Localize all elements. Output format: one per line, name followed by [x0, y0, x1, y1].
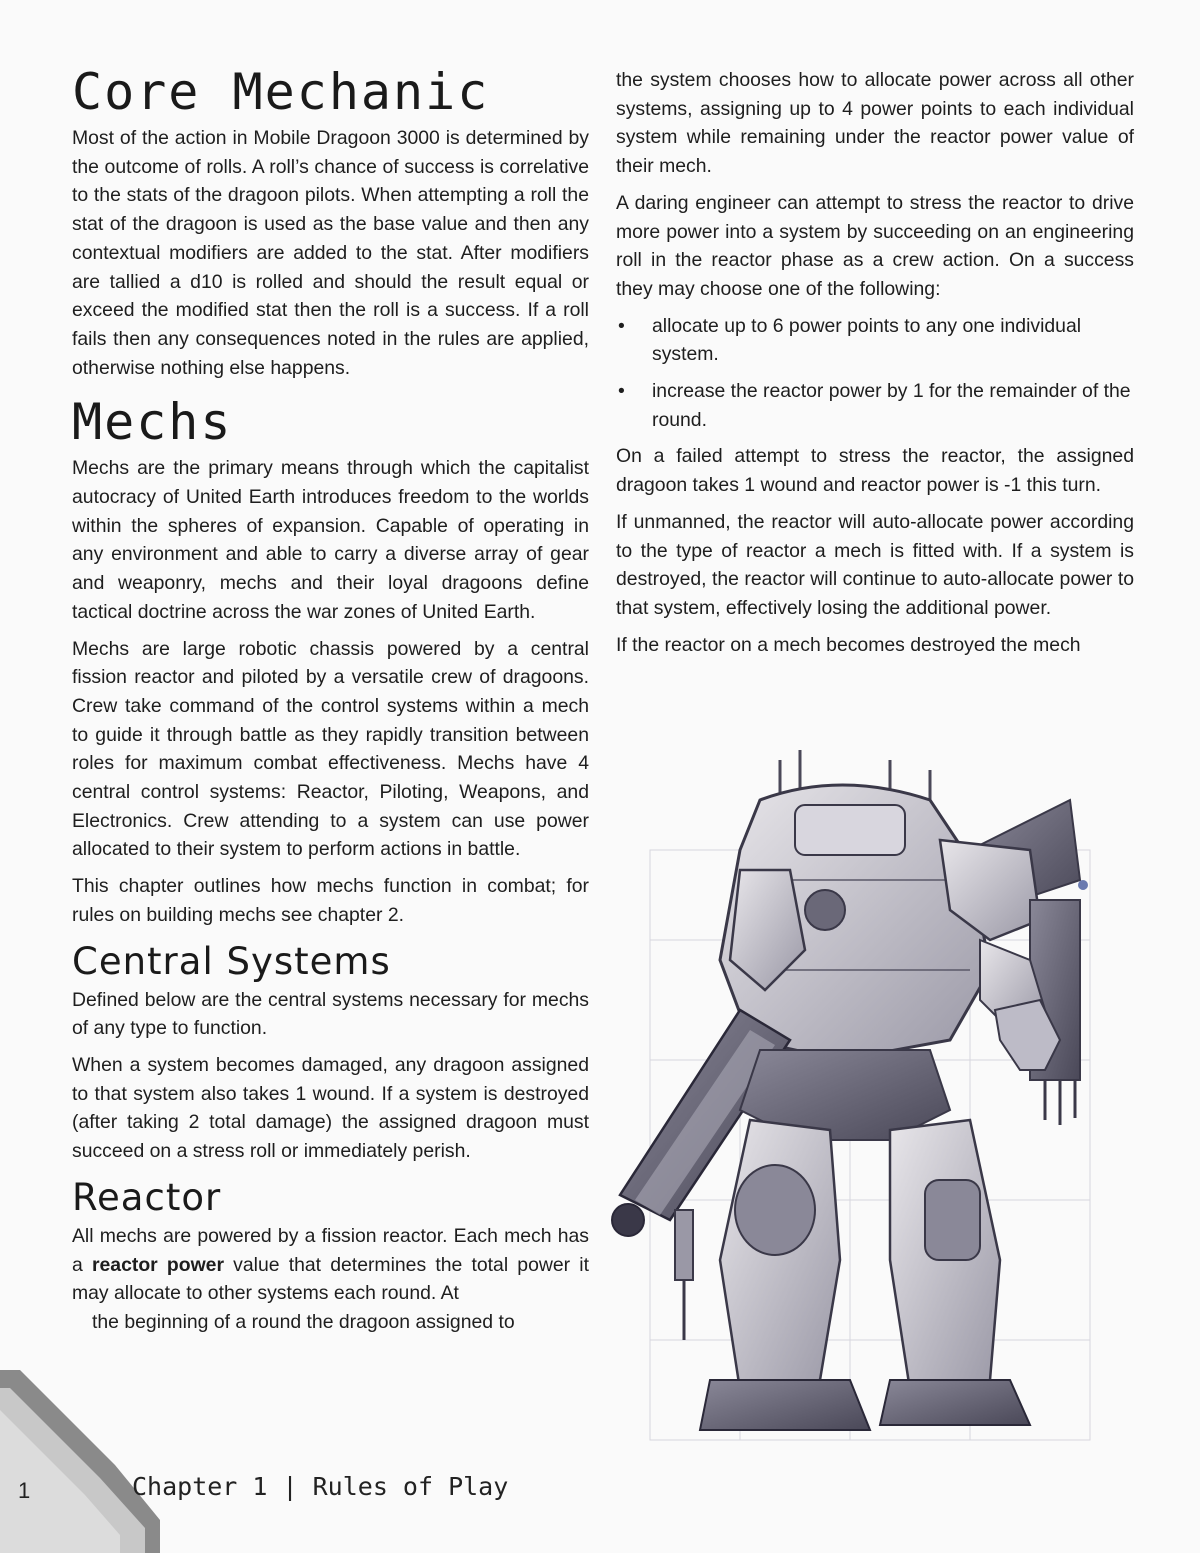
shock-absorber: [675, 1210, 693, 1340]
left-foot: [700, 1380, 870, 1430]
chest-port: [805, 890, 845, 930]
central-systems-paragraph-1: Defined below are the central systems necessary for mechs of any type to function.: [72, 988, 589, 1040]
stress-options-list: [616, 312, 1134, 435]
reactor-paragraph: [72, 1222, 589, 1308]
reactor-text-a: All mechs are powered by a fission reactor. Each mech has a: [72, 1224, 589, 1276]
mechs-paragraph-2: Mechs are large robotic chassis powered by a central fission reactor and piloted by a versatile crew of dragoons. Crew take command of the control systems within a mech to guide it through battle as they rapidly transition between roles for maximum combat effectiveness. Mechs have 4 central control systems: Reactor, Piloting, Weapons, and Electronics. Crew attending to a system can use power allocated to their system to perform actions in battle.: [72, 637, 589, 861]
heading-core-mechanic: Core Mechanic: [72, 63, 490, 121]
central-systems-paragraph-2: When a system becomes damaged, any dragoon assigned to that system also takes 1 wound. If a system is destroyed (after taking 2 total damage) the assigned dragoon must succeed on a stress roll or immediately perish.: [72, 1053, 589, 1163]
reactor-text-b: value that determines the total power it may allocate to other systems each round. At: [72, 1253, 589, 1305]
core-mechanic-paragraph: Most of the action in Mobile Dragoon 3000 is determined by the outcome of rolls. A roll’s chance of success is correlative to the stats of the dragoon pilots. When attempting a roll the stat of the dragoon is used as the base value and then any contextual modifiers are added to the stat. After modifiers are tallied a d10 is rolled and should the result equal or exceed the modified stat then the roll is a success. If a roll fails then any consequences noted in the rules are applied, otherwise nothing else happens.: [72, 127, 589, 379]
mech-illustration: [590, 740, 1100, 1470]
destroyed-reactor-paragraph: If the reactor on a mech becomes destroyed the mech: [616, 633, 1081, 656]
chapter-footer: Chapter 1 | Rules of Play: [132, 1472, 509, 1501]
right-foot: [880, 1380, 1030, 1425]
mechs-paragraph-1: Mechs are the primary means through which the capitalist autocracy of United Earth introduces freedom to the worlds within the spheres of expansion. Capable of operating in any environment and able to carry a diverse array of gear and weaponry, mechs and their loyal dragoons define tactical doctrine across the war zones of United Earth.: [72, 457, 589, 623]
reactor-paragraph-continued: the beginning of a round the dragoon assigned to: [92, 1310, 515, 1333]
page-number: 1: [18, 1478, 31, 1503]
reactor-allocation-paragraph: the system chooses how to allocate power across all other systems, assigning up to 4 power points to each individual system while remaining under the reactor power value of their mech.: [616, 69, 1134, 178]
list-item: [616, 312, 1134, 369]
hatch: [795, 805, 905, 855]
heading-central-systems: Central Systems: [72, 939, 391, 983]
cannon-muzzle: [612, 1204, 644, 1236]
list-item: [616, 377, 1134, 434]
bullet-icon: •: [618, 380, 625, 403]
mechs-paragraph-3: This chapter outlines how mechs function in combat; for rules on building mechs see chapter 2.: [72, 875, 589, 926]
list-item-text: allocate up to 6 power points to any one individual system.: [652, 314, 1082, 366]
list-item-text: increase the reactor power by 1 for the remainder of the round.: [652, 380, 1131, 431]
bullet-icon: •: [618, 314, 625, 337]
right-column: [616, 66, 1134, 667]
heading-mechs: Mechs: [72, 393, 233, 452]
reactor-power-term: reactor power: [91, 1253, 224, 1276]
failed-stress-paragraph: On a failed attempt to stress the reactor, the assigned dragoon takes 1 wound and reactor power is -1 this turn.: [616, 445, 1134, 497]
heading-reactor: Reactor: [72, 1175, 222, 1219]
unmanned-reactor-paragraph: If unmanned, the reactor will auto-allocate power according to the type of reactor a mech is fitted with. If a system is destroyed, the reactor will continue to auto-allocate power to that system, effectively losing the additional power.: [616, 510, 1134, 619]
stress-reactor-paragraph: A daring engineer can attempt to stress the reactor to drive more power into a system by succeeding on an engineering roll in the reactor phase as a crew action. On a success they may choose one of the following:: [616, 191, 1134, 300]
corner-decoration: [0, 1370, 160, 1553]
left-column: [72, 60, 589, 1345]
